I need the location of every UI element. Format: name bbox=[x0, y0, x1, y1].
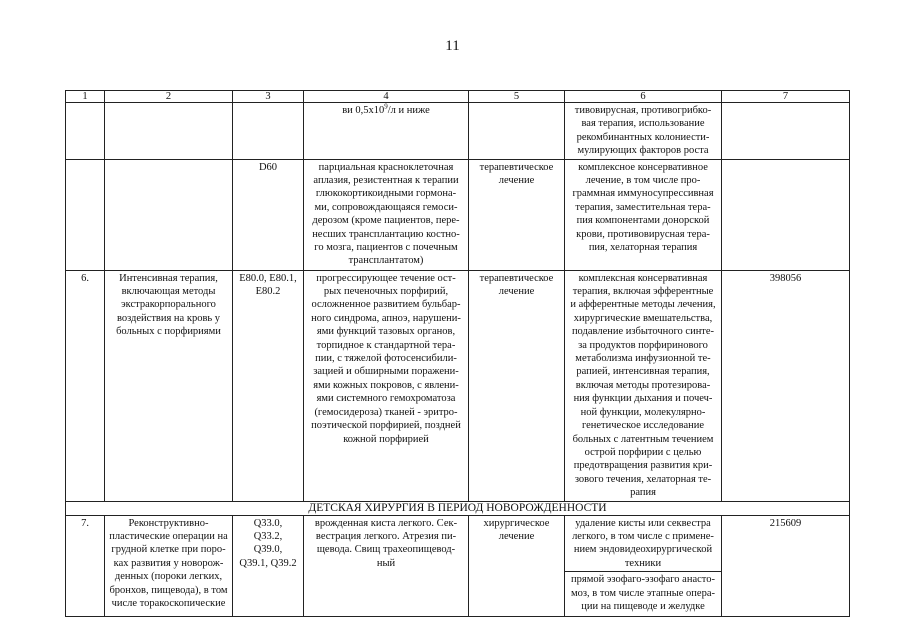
treatment-method-cell: удаление кисты или секвестра легкого, в том числе с примене- нием эндовидеохирургической техники bbox=[565, 515, 722, 572]
model-text-pre: ви 0,5x10 bbox=[342, 105, 385, 116]
header-cell: 1 bbox=[66, 91, 105, 103]
page-number: 11 bbox=[445, 38, 460, 54]
header-cell: 6 bbox=[565, 91, 722, 103]
patient-model-cell: врожденная киста легкого. Сек- вестрация легкого. Атрезия пи- щевода. Свищ трахеопищевод- ный bbox=[304, 515, 469, 617]
care-type-cell: Реконструктивно- пластические операции на грудной клетке при поро- ках развития у новорож- денных (пороки легких, бронхов, пищевода), в том числе торакоскопические bbox=[105, 515, 233, 617]
row-number-cell bbox=[66, 103, 105, 160]
cost-cell bbox=[722, 159, 850, 270]
section-title: ДЕТСКАЯ ХИРУРГИЯ В ПЕРИОД НОВОРОЖДЕННОСТИ bbox=[66, 501, 850, 515]
cost-cell bbox=[722, 103, 850, 160]
care-type-cell bbox=[105, 159, 233, 270]
patient-model-cell: прогрессирующее течение ост- рых печеночных порфирий, осложненное развитием бульбар- ного синдрома, апноэ, нарушени- ями функций тазовых органов, торпидное к стандартной тера- пии, с тяжелой фотосенсибили- зацией и обширными поражени- ями кожных покровов, с явлени- ями системного гемохроматоза (гемосидероза) тканей - эритро- поэтической порфирией, поздней кожной порфирией bbox=[304, 270, 469, 501]
header-cell: 7 bbox=[722, 91, 850, 103]
header-row bbox=[66, 91, 850, 103]
treatment-method-cell: комплексное консервативное лечение, в том числе про- граммная иммуносупрессивная терапия, заместительная тера- пия компонентами донорской крови, противовирусная тера- пия, хелаторная терапия bbox=[565, 159, 722, 270]
patient-model-cell bbox=[304, 103, 469, 160]
treatment-method-cell: тивовирусная, противогрибко- вая терапия, использование рекомбинантных колониести- мулирующих факторов роста bbox=[565, 103, 722, 160]
header-cell: 2 bbox=[105, 91, 233, 103]
header-cell: 5 bbox=[469, 91, 565, 103]
table-row-7 bbox=[66, 515, 850, 572]
treatment-type-cell: терапевтическое лечение bbox=[469, 270, 565, 501]
treatment-method-cell: комплексная консервативная терапия, включая эфферентные и афферентные методы лечения, хирургические вмешательства, подавление избыточного синте- за продуктов порфиринового метаболизма инфузионной те- рапией, интенсивная терапия, включая методы протезирова- ния функции дыхания и почеч- ной функции, молекулярно- генетическое исследование больных с латентным течением острой порфирии с целью предотвращения развития кри- зового течения, хелаторная те- рапия bbox=[565, 270, 722, 501]
header-cell: 3 bbox=[233, 91, 304, 103]
row-number-cell bbox=[66, 159, 105, 270]
treatment-type-cell bbox=[469, 103, 565, 160]
table-row-6 bbox=[66, 270, 850, 501]
row-number-cell: 7. bbox=[66, 515, 105, 617]
exponent: 9 bbox=[384, 102, 388, 111]
row-number-cell: 6. bbox=[66, 270, 105, 501]
icd-code-cell bbox=[233, 103, 304, 160]
cost-cell: 398056 bbox=[722, 270, 850, 501]
icd-code-cell: D60 bbox=[233, 159, 304, 270]
care-type-cell bbox=[105, 103, 233, 160]
icd-code-cell: Q33.0, Q33.2, Q39.0, Q39.1, Q39.2 bbox=[233, 515, 304, 617]
table-row-d60 bbox=[66, 159, 850, 270]
treatment-type-cell: терапевтическое лечение bbox=[469, 159, 565, 270]
care-type-cell: Интенсивная терапия, включающая методы экстракорпорального воздействия на кровь у больных с порфириями bbox=[105, 270, 233, 501]
icd-code-cell: E80.0, E80.1, E80.2 bbox=[233, 270, 304, 501]
treatment-method-cell: прямой эзофаго-эзофаго анасто- моз, в том числе этапные опера- ции на пищеводе и желудке bbox=[565, 572, 722, 617]
header-cell: 4 bbox=[304, 91, 469, 103]
model-text-post: /л и ниже bbox=[387, 105, 430, 116]
treatment-type-cell: хирургическое лечение bbox=[469, 515, 565, 617]
cost-cell: 215609 bbox=[722, 515, 850, 617]
continuation-row bbox=[66, 103, 850, 160]
section-heading-row bbox=[66, 501, 850, 515]
patient-model-cell: парциальная красноклеточная аплазия, резистентная к терапии глюкокортикоидными гормона- ми, сопровождающаяся гемоси- дерозом (кроме пациентов, пере- несших трансплантацию костно- го мозга, пациентов с почечным трансплантатом) bbox=[304, 159, 469, 270]
medical-care-table bbox=[65, 90, 850, 617]
